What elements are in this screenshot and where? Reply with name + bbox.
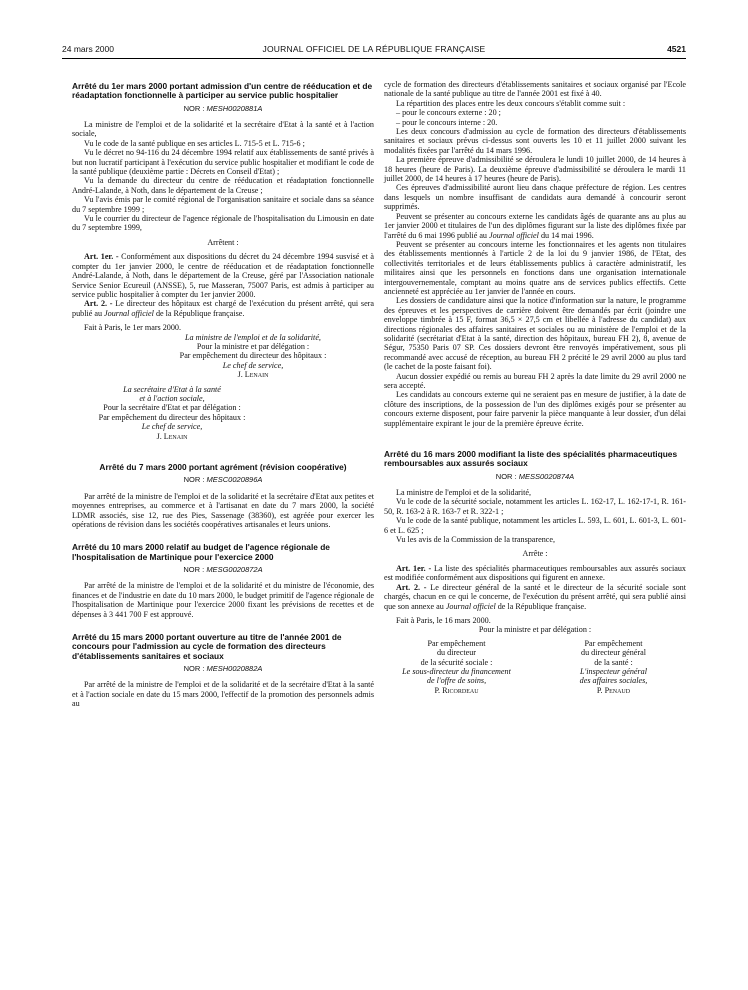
arrete-2-nor [72, 475, 374, 484]
paragraph: Les candidats au concours externe qui ne seraient pas en mesure de justifier, à la date de clôture des inscriptions, de la possession de l'un des diplômes exigés pour se présenter au concours externe disposent, pour faire parvenir la pièce manquante à leur dossier, d'un délai supplémentaire expirant le jour de la première épreuve écrite. [384, 390, 686, 428]
article-2 [384, 583, 686, 611]
article-text: Le directeur des hôpitaux est chargé de l'exécution du présent arrêté, qui sera publié au [72, 299, 374, 318]
paragraph: Ces épreuves d'admissibilité auront lieu dans chaque préfecture de région. Les centres dans lesquels un nombre insuffisant de candidats aura demandé à concourir seront supprimés. [384, 183, 686, 212]
nor-label: NOR : [183, 663, 207, 673]
signature-block-ministre [132, 333, 374, 380]
signature-line: Pour la secrétaire d'Etat et par délégation : [103, 403, 241, 413]
arrete-4-title: Arrêté du 15 mars 2000 portant ouverture au titre de l'année 2001 de concours pour l'admission au cycle de formation des directeurs d'établissements sanitaires et sociaux [72, 631, 342, 661]
arrete-5 [384, 450, 686, 695]
signature-line: et à l'action sociale, [139, 393, 205, 403]
paragraph: Par arrêté de la ministre de l'emploi et de la solidarité et de la secrétaire d'Etat à la santé et à l'action sociale en date du 15 mars 2000, l'effectif de la promotion des personnels admis au [72, 680, 374, 709]
article-1 [72, 252, 374, 299]
signature-line: L'inspecteur général [580, 666, 647, 676]
article-label: Art. 2. - [396, 582, 427, 592]
signature-block-sante [541, 639, 686, 695]
header-journal-title: JOURNAL OFFICIEL DE LA RÉPUBLIQUE FRANÇAISE [262, 44, 486, 54]
nor-label: NOR : [495, 471, 519, 481]
arrete-1-nor [72, 104, 374, 113]
signatory-name: J. Lenain [237, 370, 269, 380]
article-label: Art. 1er. - [84, 252, 119, 262]
signature-line: de l'offre de soins, [426, 676, 487, 686]
signature-line: de la sécurité sociale : [420, 657, 493, 667]
list-item: – pour le concours interne : 20. [396, 117, 498, 127]
signatory-name: P. Penaud [596, 685, 631, 695]
paragraph: La ministre de l'emploi et de la solidarité, [396, 488, 532, 498]
paragraph: Vu le décret no 94-116 du 24 décembre 1994 relatif aux établissements de santé privés à but non lucratif participant à l'exécution du service public hospitalier et modifiant le code de la santé publique (deuxième partie : Décrets en Conseil d'Etat) ; [72, 148, 374, 177]
paragraph: cycle de formation des directeurs d'établissements sanitaires et sociaux organisé par l'Ecole nationale de la santé publique au titre de l'année 2001 est fixé à 40. [384, 80, 686, 99]
paragraph: Vu le code de la santé publique en ses articles L. 715-5 et L. 715-6 ; [84, 138, 305, 148]
paragraph: Aucun dossier expédié ou remis au bureau FH 2 après la date limite du 29 avril 2000 ne sera accepté. [384, 371, 686, 390]
paragraph-text: du 14 mai 1996. [538, 230, 594, 240]
signature-block-secretaire [72, 385, 272, 441]
arrete-4 [72, 633, 374, 709]
signature-table [384, 639, 686, 695]
arrete-4-nor [72, 664, 374, 673]
paragraph: Par arrêté de la ministre de l'emploi et de la solidarité et du ministre de l'économie, des finances et de l'industrie en date du 10 mars 2000, le budget primitif de l'agence régionale de l'hospitalisation de Martinique pour l'exercice 2000 fixant les prévisions de recettes et de dépenses à 3 441 700 F est approuvé. [72, 581, 374, 619]
paragraph [384, 212, 686, 240]
paragraph: Vu les avis de la Commission de la transparence, [396, 535, 556, 545]
signatory-name: J. Lenain [156, 431, 188, 441]
nor-code: MESH0020882A [206, 663, 263, 673]
nor-code: MESC0020896A [206, 475, 263, 485]
nor-label: NOR : [183, 564, 207, 574]
journal-officiel-ref: Journal officiel [489, 230, 539, 240]
paragraph: La ministre de l'emploi et de la solidarité et la secrétaire d'Etat à la santé et à l'action sociale, [72, 120, 374, 139]
arrete-1 [72, 82, 374, 441]
arrete-2-title: Arrêté du 7 mars 2000 portant agrément (révision coopérative) [99, 462, 347, 472]
signature-line: de la santé : [594, 657, 633, 667]
paragraph: Vu l'avis émis par le comité régional de l'organisation sanitaire et sociale dans sa séance du 7 septembre 1999 ; [72, 195, 374, 214]
header-date: 24 mars 2000 [62, 44, 114, 54]
signature-line: Par empêchement [427, 638, 486, 648]
paragraph: Par arrêté de la ministre de l'emploi et de la solidarité et la secrétaire d'Etat aux petites et moyennes entreprises, au commerce et à l'artisanat en date du 7 mars 2000, la société LDMR associés, sise 12, rue des Pies, Sassenage (38360), est agréée pour exercer les opérations de révision dans les sociétés coopératives artisanales et leurs unions. [72, 491, 374, 529]
signature-line: du directeur général [581, 648, 646, 658]
header-rule [62, 58, 686, 59]
nor-code: MESS0020874A [518, 471, 575, 481]
right-column [384, 80, 686, 695]
paragraph-text: Peuvent se présenter au concours externe les candidats âgés de quarante ans au plus au 1er janvier 2000 et titulaires de l'un des diplômes figurant sur la liste des diplômes fixée par l'arrêté du 6 mai 1996 publié au [384, 211, 686, 240]
paragraph: La répartition des places entre les deux concours s'établit comme suit : [396, 98, 626, 108]
signature-line: Par empêchement du directeur des hôpitaux : [179, 351, 327, 361]
signature-line: Le sous-directeur du financement [402, 666, 511, 676]
arrete-3-title: Arrêté du 10 mars 2000 relatif au budget de l'agence régionale de l'hospitalisation de Martinique pour l'exercice 2000 [72, 542, 330, 562]
paragraph: Vu le code de la santé publique, notamment les articles L. 593, L. 601, L. 601-3, L. 601-6 et L. 625 ; [384, 516, 686, 535]
signature-line: Le chef de service, [141, 422, 203, 432]
signature-line: des affaires sociales, [579, 676, 648, 686]
paragraph: Vu le code de la sécurité sociale, notamment les articles L. 162-17, L. 162-17-1, R. 161-50, R. 163-2 à R. 163-7 et R. 322-1 ; [384, 497, 686, 516]
signature-line: Le chef de service, [222, 360, 284, 370]
paragraph: Vu le courrier du directeur de l'agence régionale de l'hospitalisation du Limousin en date du 7 septembre 1999, [72, 214, 374, 233]
article-text: de la République française. [495, 601, 587, 611]
nor-label: NOR : [183, 475, 207, 485]
article-label: Art. 1er. - [396, 563, 432, 573]
paragraph: Peuvent se présenter au concours interne les fonctionnaires et les agents non titulaires des établissements mentionnés à l'article 2 de la loi du 9 janvier 1986, de l'Etat, des collectivités territoriales et de leurs établissements publics à caractère administratif, les militaires ainsi que les personnels en fonctions dans une organisation internationale intergouvernementale, comptant au moins quatre ans de services publics effectifs. Cette ancienneté est appréciée au 1er janvier de l'année en cours. [384, 239, 686, 296]
arretent-heading: Arrêtent : [207, 237, 239, 247]
signature-line: Par empêchement du directeur des hôpitaux : [98, 412, 246, 422]
delegation-line: Pour la ministre et par délégation : [478, 625, 592, 635]
article-text: de la République française. [153, 308, 245, 318]
signature-line: La ministre de l'emploi et de la solidarité, [185, 332, 321, 342]
fait-a-paris: Fait à Paris, le 16 mars 2000. [396, 615, 491, 625]
article-1 [384, 564, 686, 583]
article-text: Conformément aux dispositions du décret du 24 décembre 1994 susvisé et à compter du 1er janvier 2000, le centre de rééducation et de réadaptation fonctionnelle André-Lalande, à Noth, dans le département de la Creuse, géré par l'Association nationale Service Senior Ecureuil (ANSSE), 5, rue Masseran, 75007 Paris, est admis à participer au service public hospitalier à compter du 1er janvier 2000. [72, 252, 374, 299]
left-column [72, 82, 374, 708]
arrete-5-title: Arrêté du 16 mars 2000 modifiant la liste des spécialités pharmaceutiques remboursables aux assurés sociaux [384, 449, 678, 469]
journal-officiel-ref: Journal officiel [104, 308, 154, 318]
paragraph: La première épreuve d'admissibilité se déroulera le lundi 10 juillet 2000, de 14 heures à 18 heures (heure de Paris). La deuxième épreuve d'admissibilité se déroulera le mardi 11 juillet 2000, de 14 heures à 17 heures (heure de Paris). [384, 155, 686, 184]
header-page-number: 4521 [667, 44, 686, 54]
article-2 [72, 299, 374, 318]
arrete-heading: Arrête : [522, 549, 548, 559]
signature-block-securite-sociale [384, 639, 529, 695]
paragraph: Les dossiers de candidature ainsi que la notice d'information sur la nature, le programme des épreuves et les perspectives de carrière doivent être demandés par écrit (joindre une enveloppe timbrée à 15 F, format 36,5 × 27,5 cm et libellée à l'adresse du candidat) aux directions régionales des affaires sanitaires et sociales ou au ministère de l'emploi et de la solidarité (secrétariat d'Etat à la santé, direction des hôpitaux, bureau FH 2), 8, avenue de Ségur, 75350 Paris 07 SP. Ces dossiers devront être renvoyés impérativement, sous pli recommandé avec accusé de réception, au bureau FH 2 précité le 29 avril 2000 au plus tard (le cachet de la poste faisant foi). [384, 296, 686, 372]
arrete-1-title: Arrêté du 1er mars 2000 portant admission d'un centre de rééducation et de réadaptation fonctionnelle à participer au service public hospitalier [72, 81, 373, 101]
arrete-5-nor [384, 472, 686, 481]
nor-code: MESG0020872A [206, 564, 263, 574]
paragraph: Les deux concours d'admission au cycle de formation des directeurs d'établissements sanitaires et sociaux prévus ci-dessus sont ouverts les 10 et 11 juillet 2000 suivant les modalités fixées par l'arrêté du 14 mars 1996. [384, 127, 686, 155]
fait-a-paris: Fait à Paris, le 1er mars 2000. [84, 323, 182, 333]
journal-officiel-ref: Journal officiel [445, 601, 496, 611]
nor-code: MESH0020881A [206, 103, 263, 113]
signature-line: du directeur [436, 648, 477, 658]
article-text: La liste des spécialités pharmaceutiques remboursables aux assurés sociaux est modifiée conformément aux dispositions qui figurent en annexe. [384, 563, 686, 583]
list-item: – pour le concours externe : 20 ; [396, 108, 501, 118]
signature-line: Par empêchement [584, 638, 643, 648]
page-header [62, 42, 686, 56]
arrete-3 [72, 543, 374, 619]
paragraph: Vu la demande du directeur du centre de rééducation et réadaptation fonctionnelle André-Lalande, à Noth, dans le département de la Creuse ; [72, 176, 374, 195]
arrete-2 [72, 463, 374, 529]
signatory-name: P. Ricordeau [434, 685, 479, 695]
signature-line: La secrétaire d'Etat à la santé [123, 384, 221, 394]
signature-line: Pour la ministre et par délégation : [196, 341, 310, 351]
article-text: Le directeur général de la santé et le directeur de la sécurité sociale sont chargés, chacun en ce qui le concerne, de l'exécution du présent arrêté, qui sera publié ainsi que son annexe au [384, 582, 686, 611]
nor-label: NOR : [183, 103, 207, 113]
article-label: Art. 2. - [84, 299, 113, 309]
arrete-3-nor [72, 565, 374, 574]
